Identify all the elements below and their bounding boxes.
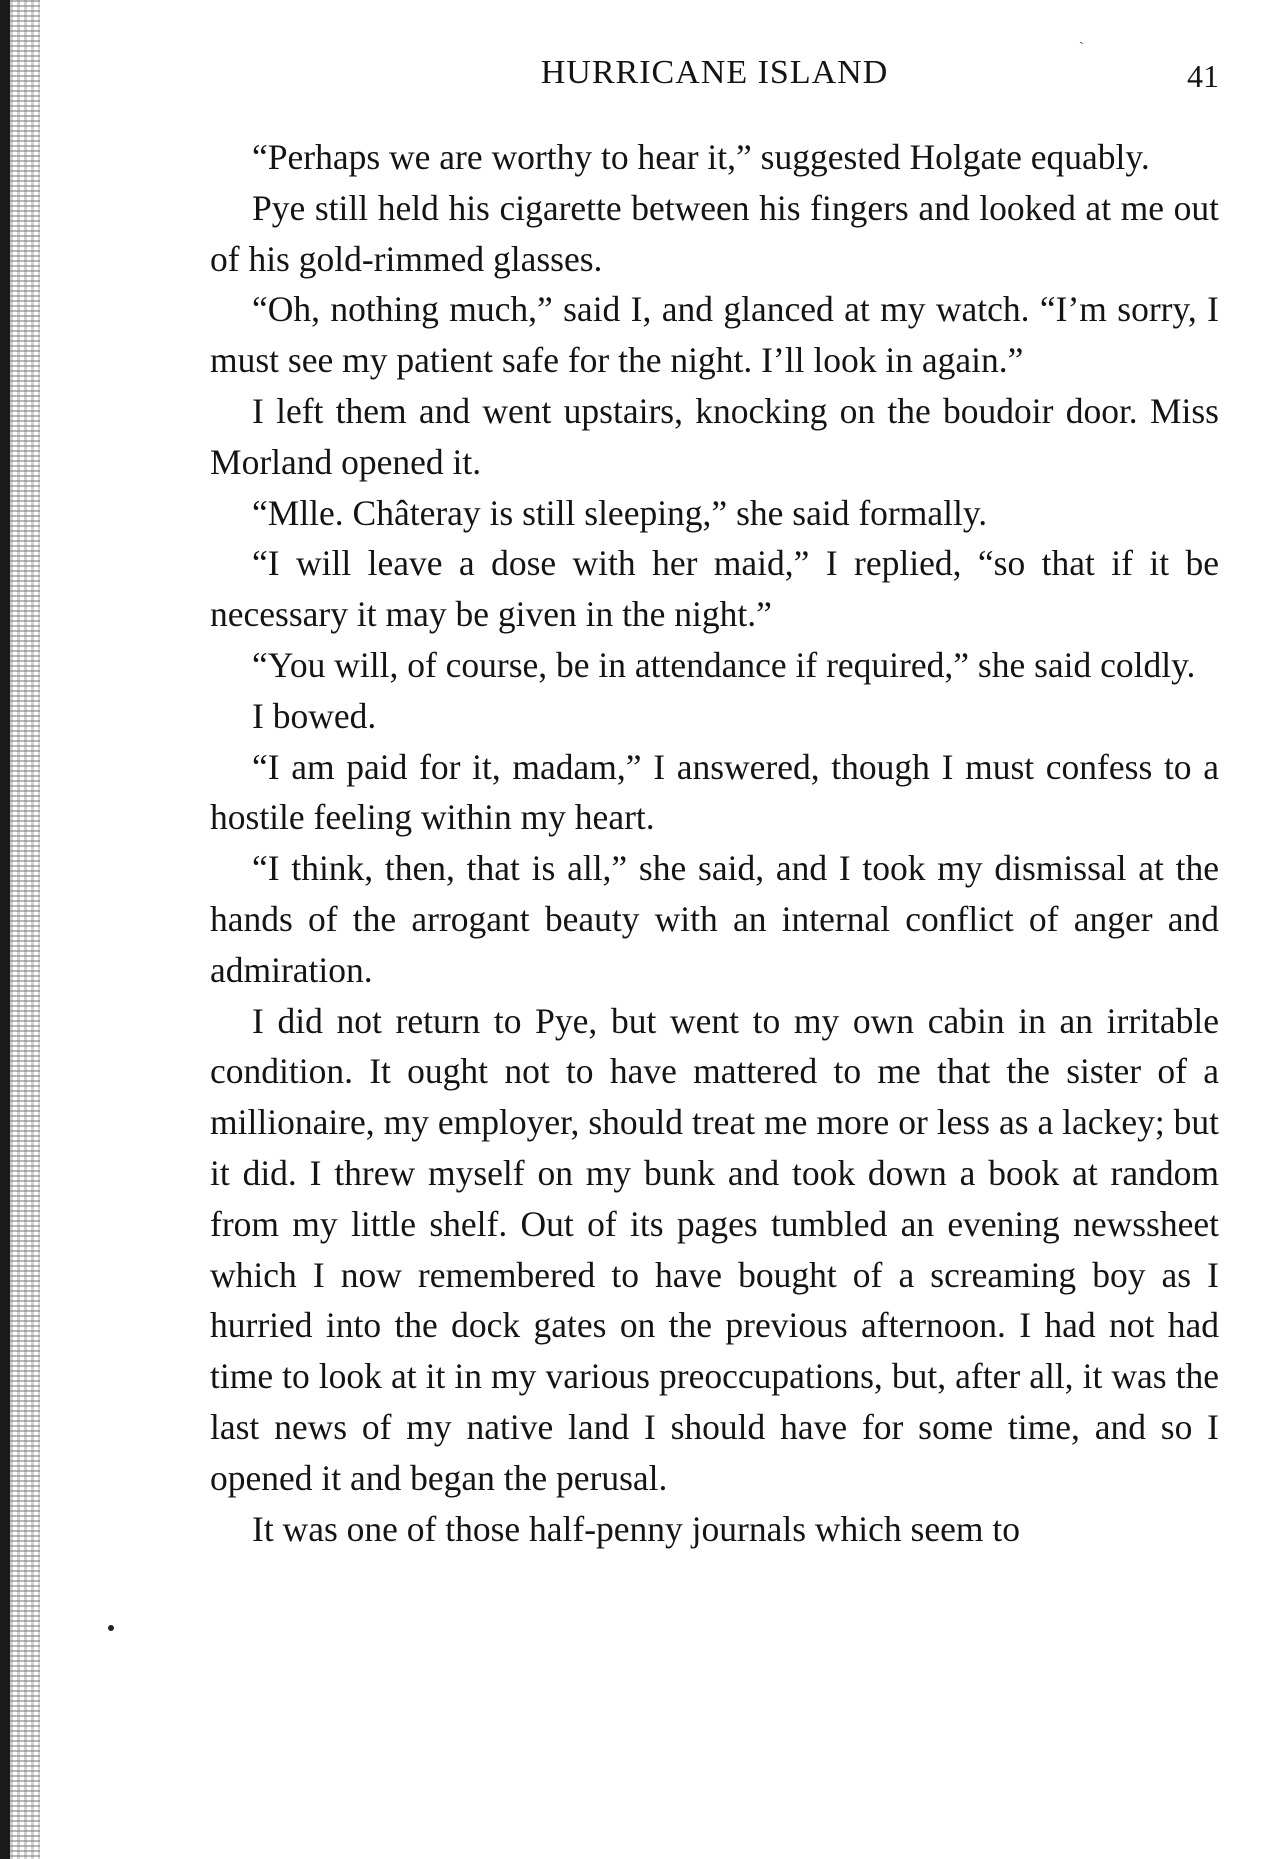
- paragraph: “You will, of course, be in attendance if required,” she said coldly.: [252, 644, 1196, 685]
- binding-speckle: [10, 0, 40, 1859]
- binding-shadow: [0, 0, 10, 1859]
- paragraph: “I am paid for it, madam,” I answered, though I must confess to a hostile feeling within my heart.: [210, 746, 1219, 838]
- stray-mark: ˏ: [1079, 30, 1084, 45]
- stray-dot: [108, 1625, 114, 1631]
- body-text: [210, 132, 1219, 1554]
- paragraph: “Perhaps we are worthy to hear it,” suggested Holgate equably.: [252, 137, 1150, 177]
- paragraph: “Oh, nothing much,” said I, and glanced at my watch. “I’m sorry, I must see my patient safe for the night. I’ll look in again.”: [210, 289, 1219, 381]
- paragraph: “I will leave a dose with her maid,” I replied, “so that if it be necessary it may be given in the night.”: [210, 543, 1219, 635]
- page-binding-edge: [0, 0, 40, 1859]
- running-title: HURRICANE ISLAND: [540, 54, 889, 91]
- paragraph: It was one of those half-penny journals which seem to: [252, 1508, 1020, 1549]
- paragraph: I bowed.: [252, 695, 377, 736]
- paragraph: Pye still held his cigarette between his fingers and looked at me out of his gold-rimmed glasses.: [210, 187, 1219, 279]
- paragraph: “Mlle. Châteray is still sleeping,” she said formally.: [252, 492, 988, 533]
- paragraph: I left them and went upstairs, knocking on the boudoir door. Miss Morland opened it.: [210, 390, 1219, 482]
- running-header: [210, 54, 1219, 104]
- paragraph: I did not return to Pye, but went to my own cabin in an irritable condition. It ought not to have mattered to me that the sister of a millionaire, my employer, should treat me more or less as a lackey; but it did. I threw myself on my bunk and took down a book at random from my little shelf. Out of its pages tumbled an evening newssheet which I now remembered to have bought of a screaming boy as I hurried into the dock gates on the previous afternoon. I had not had time to look at it in my various preoccupations, but, after all, it was the last news of my native land I should have for some time, and so I opened it and began the perusal.: [210, 1000, 1219, 1498]
- page-number: 41: [1187, 58, 1219, 94]
- paragraph: “I think, then, that is all,” she said, and I took my dismissal at the hands of the arrogant beauty with an internal conflict of anger and admiration.: [210, 848, 1219, 990]
